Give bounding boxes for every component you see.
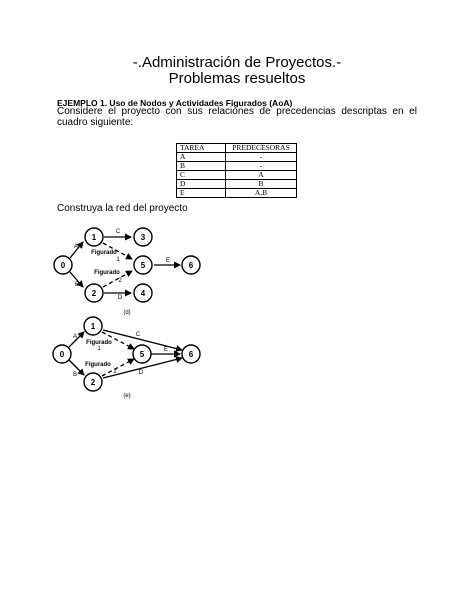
dummy-label-1: Figurado [86,340,112,346]
dummy-label-2: Figurado [85,362,111,368]
edge-label-e: E [165,258,171,264]
example-heading: EJEMPLO 1. Uso de Nodos y Actividades Figurados (AoA) [57,98,293,108]
table-cell-task: B [177,162,226,171]
table-header-tarea: TAREA [177,144,226,153]
node-2-label: 2 [90,378,96,387]
node-6-label: 6 [188,261,194,270]
node-0-label: 0 [60,261,66,270]
diagram-caption-d: (d) [123,310,131,316]
edge-label-c: C [135,332,141,338]
diagram-caption-e: (e) [123,393,131,399]
node-6-label: 6 [188,350,194,359]
table-cell-task: E [177,189,226,198]
table-header-predecesoras: PREDECESORAS [226,144,297,153]
table-cell-task: A [177,153,226,162]
table-cell-pred: A,B [226,189,297,198]
instruction-text: Construya la red del proyecto [57,203,188,214]
node-1-label: 1 [90,322,96,331]
node-1-label: 1 [91,233,97,242]
dummy-num-1: 1 [116,257,120,263]
node-4-label: 4 [140,289,146,298]
edge-label-c: C [115,229,121,235]
edge-label-a: A [72,334,78,340]
edge-label-b: B [74,282,80,288]
table-cell-pred: - [226,153,297,162]
table-cell-pred: - [226,162,297,171]
edge-label-e: E [163,347,169,353]
dummy-num-2: 2 [113,369,117,375]
page-title: -.Administración de Proyectos.- [132,54,342,71]
node-2-label: 2 [91,289,97,298]
table-cell-pred: B [226,180,297,189]
dummy-label-2: Figurado [94,270,120,276]
dummy-num-2: 2 [118,278,122,284]
node-5-label: 5 [139,350,145,359]
node-3-label: 3 [140,233,146,242]
example-paragraph: Considere el proyecto con sus relaciones de precedencias descriptas en el cuadro siguiente: [57,106,417,128]
edge-label-b: B [72,372,78,378]
table-cell-task: D [177,180,226,189]
dummy-label-1: Figurado [91,250,117,256]
page-subtitle: Problemas resueltos [168,70,306,87]
dummy-num-1: 1 [97,346,101,352]
edge-label-d: D [138,370,144,376]
edge-label-a: A [73,244,79,250]
node-0-label: 0 [59,350,65,359]
node-5-label: 5 [140,261,146,270]
table-cell-task: C [177,171,226,180]
table-cell-pred: A [226,171,297,180]
edge-label-d: D [117,295,123,301]
